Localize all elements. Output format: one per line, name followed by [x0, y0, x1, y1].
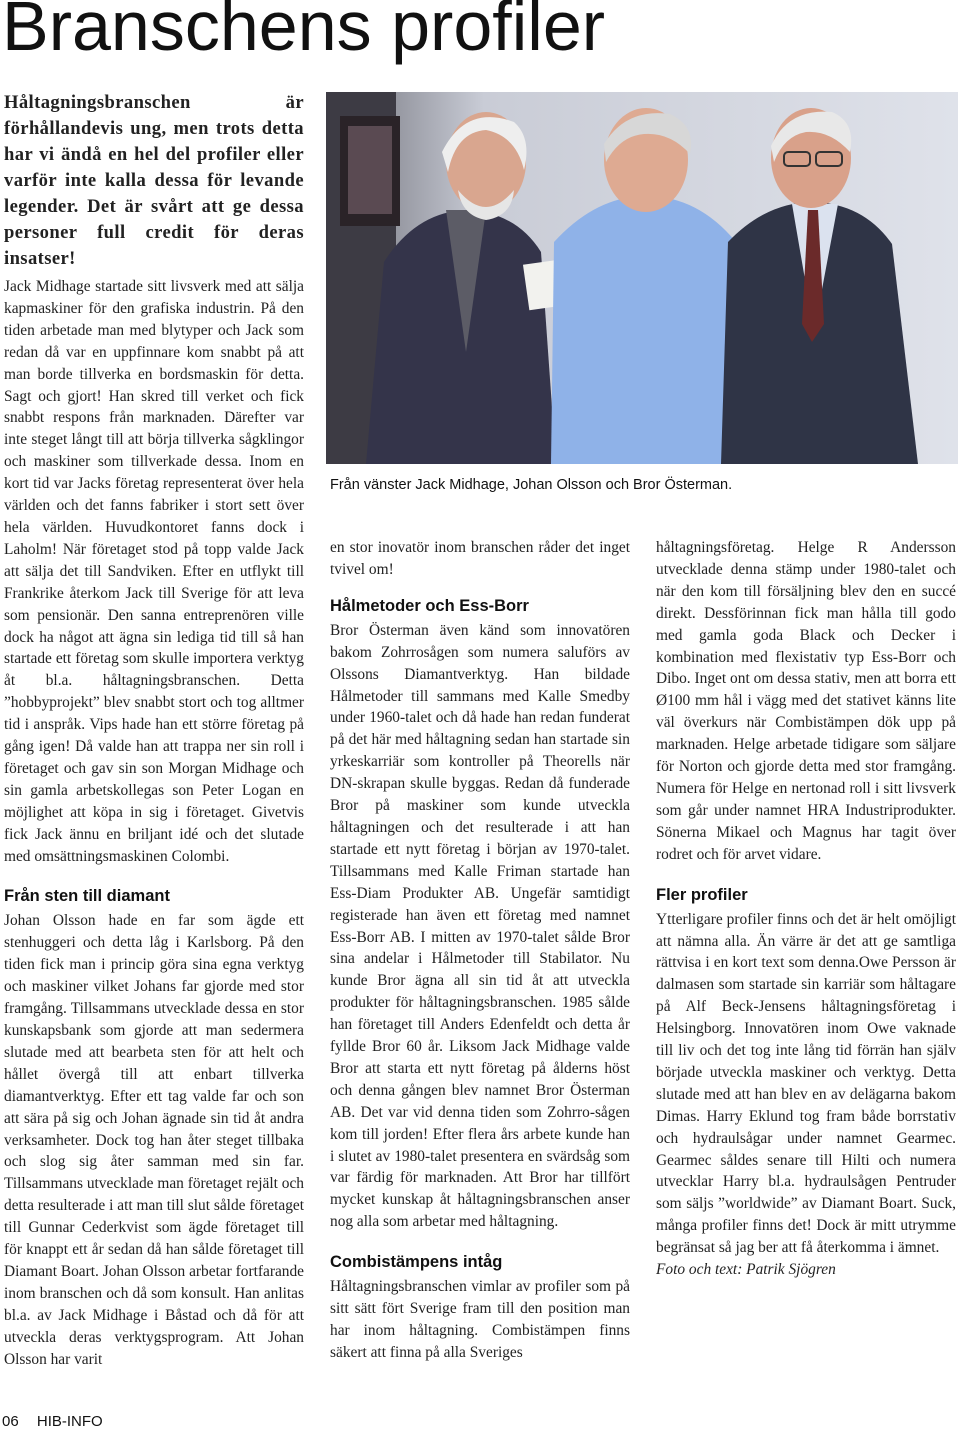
- column-1: [4, 90, 304, 1371]
- section-heading-sten: Från sten till diamant: [4, 887, 170, 906]
- section-text-combi: Håltagningsbranschen vimlar av profiler som på sitt sätt fört Sverige fram till den position man har inom håltagning. Combistämpen finns säkert att finna på alla Sveriges: [330, 1278, 630, 1361]
- section-heading-fler: Fler profiler: [656, 885, 748, 904]
- section-text-fler: Ytterligare profiler finns och det är helt omöjligt att nämna alla. Än värre är det att ge samtliga rättvisa i en kort text som denna.Owe Persson är dalmasen som startade sin karriär som håltagare på Alf Beck-Jensens håltagningsföretag i Helsingborg. Innovatören inom Owe vaknade till liv och det tog inte lång tid förrän han själv började utveckla maskiner och verktyg. Detta slutade med att han blev en av delägarna bakom Dimas. Harry Eklund tog fram både borrstativ och hydraulsågar under namnet Gearmec. Gearmec såldes senare till Hilti och numera utvecklar Harry bl.a. hydraulsågen Pentruder som säljs ”worldwide” av Diamant Boart. Suck, många profiler finns det! Dock är mitt utrymme begränsat så jag ber att få återkomma i ämnet.: [656, 910, 956, 1257]
- photo-caption: Från vänster Jack Midhage, Johan Olsson och Bror Österman.: [330, 477, 733, 493]
- group-photo: [326, 92, 958, 464]
- section-text-sten: Johan Olsson hade en far som ägde ett stenhuggeri och detta låg i Karlsborg. På den tiden fick man i princip göra sina egna verktyg och maskiner vilket Johans far gjorde med stor framgång. Tillsammans utvecklade dessa en stor kunskapsbank som gjorde att man sedermera slutade med att bearbeta sten för att helt och hållet övergå till att enbart tillverka diamantverktyg. Efter ett tag valde far och son att sära på sig och Johan ägnade sin tid åt andra verksamheter. Dock tog han åter steget tillbaka och slog sig åter samman med sin far. Tillsammans utvecklade man företaget rejält och detta resulterade i att man till slut sålde företaget till Gunnar Cederkvist som ägde företaget till för knappt ett år sedan då han sålde företaget till Diamant Boart. Johan Olsson arbetar fortfarande inom branschen och då som konsult. Han anlitas bl.a. av Jack Midhage i Båstad och då för att utveckla deras verktygsprogram. Att Johan Olsson har varit: [4, 912, 305, 1368]
- intro-paragraph: Jack Midhage startade sitt livsverk med att sälja kapmaskiner för den grafiska industrin. På den tiden arbetade man med blytyper och Jack som redan då var en uppfinnare kom snabbt på att man borde tillverka en bordsmaskin för detta. Sagt och gjort! Han skred till verket och fick snabbt respons från marknaden. Därefter var inte steget långt till att börja tillverka sågklingor och maskiner som tillverkade dessa. Inom en kort tid var Jacks företag representerat över hela världen och det fanns fabriker i stort sett över hela världen. Huvudkontoret fanns dock i Laholm! När företaget stod på topp valde Jack att sälja det till Sandviken. Efter en utflykt till Frankrike återkom Jack till Sverige för att leva som pensionär. Den sanna entreprenören ville dock ha något att ägna sin lediga tid till så han startade ett företag som skulle importera verktyg åt bl.a. håltagningsbranschen. Detta ”hobbyprojekt” blev snabbt stort och tog alltmer tid i anspråk. Vips hade han ett större företag på gång igen! Då valde han att trappa ner sin roll i företaget och gav sin son Morgan Midhage och sin gamla arbetskollegas son Peter Logan en möjlighet att köpa in sig i företaget. Givetvis fick Jack ännu en briljant idé och det slutade med omsättningsmaskinen Colombi.: [4, 278, 304, 865]
- page-footer: [2, 1413, 103, 1430]
- publication-name: HIB-INFO: [36, 1413, 103, 1430]
- photo-illustration: [326, 92, 958, 464]
- intro-paragraph: håltagningsföretag. Helge R Andersson utvecklade denna stämp under 1980-talet och när den kom till försäljning blev den en succé direkt. Dessförinnan fick man hålla till godo med gamla goda Black och Decker i kombination med flexistativ typ Ess-Borr och Dibo. Inget ont om dessa stativ, men att borra ett Ø100 mm hål i vägg med det stativet känns lite väl överkurs när Combistämpen dök upp på marknaden. Helge arbetade tidigare som säljare för Norton och gjorde detta med stor framgång. Numera för Helge en nertonad roll i sitt livsverk som går under namnet HRA Industriprodukter. Sönerna Mikael och Magnus har tagit över rodret och för arvet vidare.: [656, 539, 956, 863]
- lead-paragraph: Håltagningsbranschen är förhållandevis ung, men trots detta har vi ändå en hel del profiler eller varför inte kalla dessa för levande legender. Det är svårt att ge dessa personer full credit för deras insatser!: [4, 92, 304, 269]
- section-heading-combi: Combistämpens intåg: [330, 1253, 503, 1272]
- column-2: [330, 537, 630, 1364]
- intro-paragraph: en stor inovatör inom branschen råder det inget tvivel om!: [330, 539, 630, 578]
- column-3: [656, 537, 956, 1281]
- section-text-halmetoder: Bror Österman även känd som innovatören bakom Zohrrosågen som numera saluförs av Olssons Diamantverktyg. Han bildade Hålmetoder till sammans med Kalle Smedby under 1960-talet och då hade han redan funderat på det här med håltagning sedan han startade sin yrkeskarriär som kontroller på Theorells när DN-skrapan skulle byggas. Redan då funderade Bror på maskiner som kunde utveckla håltagningen och det resulterade i att han startade ett nytt företag i början av 1970-talet. Tillsammans med Kalle Friman startade han Ess-Diam Produkter AB. Ungefär samtidigt registerade han även ett företag med namnet Ess-Borr AB. I mitten av 1970-talet sålde Bror sina andelar i Hålmetoder till Stabilator. Nu kunde Bror ägna all sin tid åt att utveckla produkter för håltagningsbranschen. 1985 sålde han företaget till Anders Edenfeldt och detta år fyllde Bror 60 år. Liksom Jack Midhage valde Bror att starta ett nytt företag på ålderns höst och denna gången blev namnet Bror Österman AB. Det var vid denna tiden som Zohrro-sågen kom till jorden! Efter flera års arbete kunde han i slutet av 1980-talet presentera en svärdsåg som var färdig för marknaden. Att Bror har tillfört mycket kunskap åt håltagningsbranschen anser nog alla som arbetar med håltagning.: [330, 621, 630, 1231]
- page-number: 06: [2, 1413, 19, 1430]
- page-title: Branschens profiler: [2, 0, 606, 65]
- section-heading-halmetoder: Hålmetoder och Ess-Borr: [330, 596, 529, 615]
- photo-credit: Foto och text: Patrik Sjögren: [656, 1261, 836, 1279]
